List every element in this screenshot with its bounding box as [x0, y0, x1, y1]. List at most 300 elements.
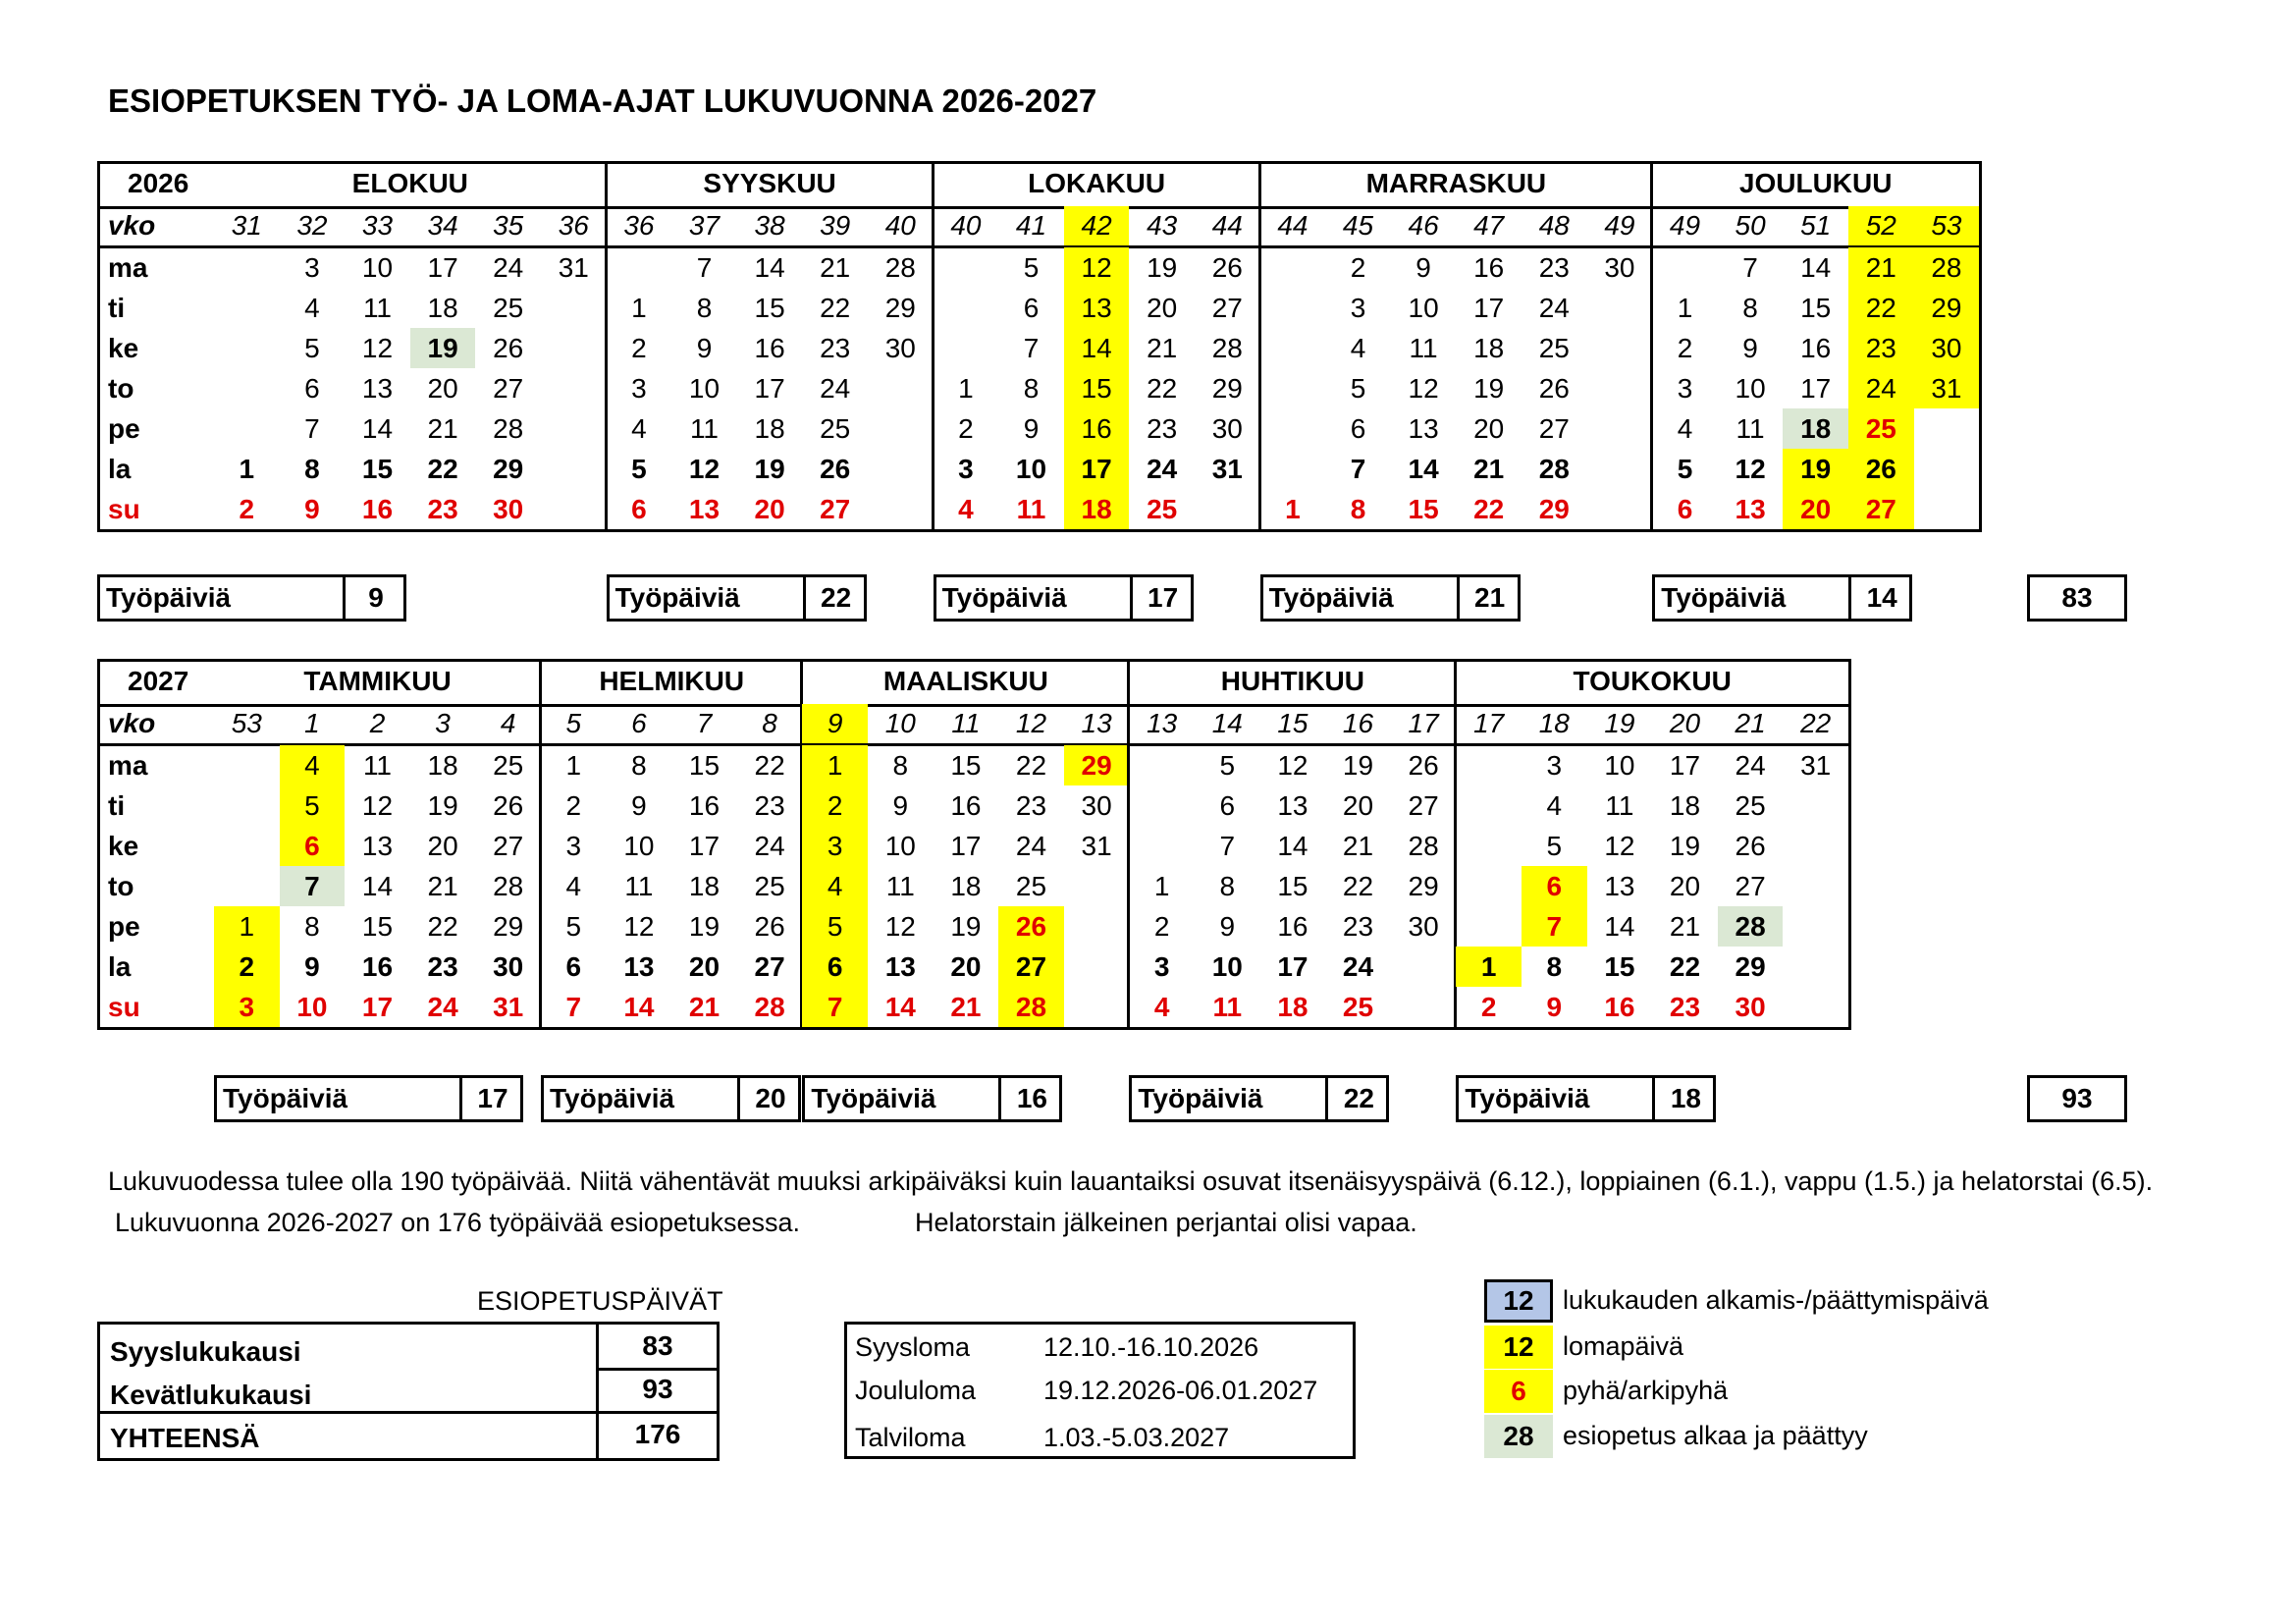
day-cell: 16 — [1604, 991, 1635, 1022]
day-cell: 6 — [304, 372, 320, 404]
day-cell: 17 — [688, 830, 721, 861]
day-cell: 25 — [493, 292, 524, 323]
tyopaivia-count: 18 — [1652, 1078, 1716, 1119]
day-cell: 15 — [361, 453, 394, 484]
legend-text: esiopetus alkaa ja päättyy — [1563, 1421, 1868, 1450]
week-number: 3 — [435, 708, 451, 738]
day-cell: 9 — [304, 493, 320, 524]
day-cell: 16 — [361, 493, 394, 524]
day-cell: 1 — [1285, 493, 1301, 524]
week-number: 2 — [369, 708, 386, 738]
day-cell: 16 — [754, 332, 785, 363]
day-cell: 30 — [884, 332, 916, 363]
table-border-bottom — [97, 529, 1982, 532]
day-cell: 28 — [1718, 906, 1784, 947]
weekday-label-la: la — [108, 950, 132, 982]
day-cell: 3 — [1153, 950, 1170, 982]
day-cell: 13 — [361, 372, 394, 404]
day-cell: 28 — [1408, 830, 1439, 861]
day-cell: 10 — [1015, 453, 1047, 484]
day-cell: 3 — [304, 251, 320, 283]
day-cell: 2 — [958, 412, 974, 444]
day-cell: 2 — [565, 789, 582, 821]
week-number: 1 — [304, 708, 320, 738]
day-cell: 4 — [631, 412, 647, 444]
holiday-name-0: Syysloma — [855, 1332, 971, 1362]
day-cell: 12 — [1735, 453, 1766, 484]
week-number: 48 — [1538, 210, 1570, 241]
day-cell: 12 — [884, 910, 916, 942]
weekday-label-ma: ma — [108, 749, 148, 781]
day-cell: 6 — [1677, 493, 1693, 524]
week-number: 44 — [1277, 210, 1308, 241]
day-cell: 19 — [688, 910, 721, 942]
day-cell: 8 — [1742, 292, 1758, 323]
day-cell: 29 — [884, 292, 916, 323]
day-cell: 14 — [1064, 328, 1130, 368]
day-cell: 13 — [361, 830, 394, 861]
tyopaivia-box — [1129, 1075, 1389, 1122]
weekday-label-la: la — [108, 453, 132, 484]
holiday-dates-0: 12.10.-16.10.2026 — [1043, 1332, 1259, 1362]
day-cell: 18 — [427, 749, 458, 781]
legend-swatch: 6 — [1484, 1370, 1553, 1413]
tyopaivia-box — [607, 574, 867, 622]
day-cell: 14 — [361, 412, 394, 444]
day-cell: 5 — [631, 453, 647, 484]
day-cell: 4 — [1153, 991, 1170, 1022]
day-cell: 24 — [1147, 453, 1178, 484]
day-cell: 27 — [820, 493, 851, 524]
day-cell: 19 — [1669, 830, 1701, 861]
weekday-label-to: to — [108, 870, 134, 901]
day-cell: 20 — [1342, 789, 1374, 821]
day-cell: 5 — [280, 785, 346, 826]
day-cell: 9 — [1219, 910, 1236, 942]
day-cell: 7 — [1023, 332, 1040, 363]
week-number: 46 — [1408, 210, 1439, 241]
tyopaivia-box — [214, 1075, 523, 1122]
total-tyopaivia — [2027, 1075, 2127, 1122]
day-cell: 25 — [754, 870, 785, 901]
week-number: 47 — [1473, 210, 1505, 241]
week-number: 17 — [1408, 708, 1439, 738]
day-cell: 15 — [1408, 493, 1439, 524]
tyopaivia-count: 17 — [459, 1078, 523, 1119]
day-cell: 18 — [688, 870, 721, 901]
day-cell: 8 — [631, 749, 647, 781]
day-cell: 29 — [493, 910, 524, 942]
day-cell: 18 — [754, 412, 785, 444]
tyopaivia-box — [1260, 574, 1521, 622]
tyopaivia-count: 9 — [343, 577, 406, 619]
day-cell: 6 — [1023, 292, 1040, 323]
tyopaivia-label: Työpäiviä — [811, 1083, 936, 1113]
day-cell: 26 — [1735, 830, 1766, 861]
day-cell: 2 — [1480, 991, 1497, 1022]
week-number: 52 — [1848, 206, 1914, 245]
week-number: 16 — [1342, 708, 1374, 738]
day-cell: 18 — [427, 292, 458, 323]
day-cell: 30 — [1408, 910, 1439, 942]
day-cell: 22 — [427, 453, 458, 484]
day-cell: 12 — [1604, 830, 1635, 861]
day-cell: 17 — [1669, 749, 1701, 781]
week-number: 40 — [884, 210, 916, 241]
day-cell: 19 — [410, 328, 476, 368]
day-cell: 23 — [1015, 789, 1047, 821]
week-number: 6 — [631, 708, 647, 738]
day-cell: 21 — [427, 412, 458, 444]
day-cell: 19 — [1147, 251, 1178, 283]
table-border-bottom — [97, 1027, 1851, 1030]
day-cell: 20 — [688, 950, 721, 982]
day-cell: 22 — [754, 749, 785, 781]
day-cell: 22 — [1015, 749, 1047, 781]
tyopaivia-box — [1456, 1075, 1716, 1122]
day-cell: 14 — [1604, 910, 1635, 942]
day-cell: 13 — [884, 950, 916, 982]
day-cell: 29 — [1914, 288, 1980, 328]
day-cell: 29 — [1408, 870, 1439, 901]
month-name: JOULUKUU — [1738, 168, 1893, 198]
day-cell: 28 — [1538, 453, 1570, 484]
week-number: 14 — [1211, 708, 1243, 738]
day-cell: 8 — [1023, 372, 1040, 404]
note-line-3: Helatorstain jälkeinen perjantai olisi vapaa. — [915, 1208, 1417, 1237]
day-cell: 18 — [1669, 789, 1701, 821]
day-cell: 1 — [958, 372, 974, 404]
week-number: 18 — [1538, 708, 1570, 738]
day-cell: 2 — [239, 493, 255, 524]
day-cell: 26 — [1848, 449, 1914, 489]
day-cell: 21 — [1473, 453, 1505, 484]
day-cell: 15 — [1277, 870, 1308, 901]
week-number: 20 — [1669, 708, 1701, 738]
day-cell: 4 — [280, 745, 346, 785]
day-cell: 10 — [688, 372, 721, 404]
day-cell: 5 — [802, 906, 868, 947]
day-cell: 2 — [1153, 910, 1170, 942]
day-cell: 16 — [361, 950, 394, 982]
summary-label-0: Syyslukukausi — [110, 1336, 301, 1367]
summary-header: ESIOPETUSPÄIVÄT — [477, 1286, 723, 1316]
holiday-dates-1: 19.12.2026-06.01.2027 — [1043, 1376, 1318, 1405]
day-cell: 30 — [493, 950, 524, 982]
tyopaivia-label: Työpäiviä — [106, 582, 232, 613]
month-name: MARRASKUU — [1365, 168, 1547, 198]
day-cell: 26 — [820, 453, 851, 484]
week-row-label: vko — [108, 210, 156, 241]
day-cell: 5 — [1350, 372, 1366, 404]
day-cell: 10 — [1735, 372, 1766, 404]
day-cell: 14 — [754, 251, 785, 283]
day-cell: 18 — [1473, 332, 1505, 363]
year-label: 2026 — [128, 168, 189, 198]
month-name: MAALISKUU — [882, 666, 1048, 696]
day-cell: 3 — [1546, 749, 1563, 781]
day-cell: 21 — [950, 991, 982, 1022]
day-cell: 16 — [1064, 408, 1130, 449]
legend-text: lomapäivä — [1563, 1331, 1684, 1361]
day-cell: 26 — [493, 789, 524, 821]
week-number: 45 — [1342, 210, 1374, 241]
day-cell: 1 — [214, 906, 280, 947]
legend-text: lukukauden alkamis-/päättymispäivä — [1563, 1285, 1989, 1315]
week-number: 13 — [1147, 708, 1178, 738]
day-cell: 29 — [1211, 372, 1243, 404]
day-cell: 5 — [1677, 453, 1693, 484]
day-cell: 9 — [1415, 251, 1431, 283]
day-cell: 23 — [754, 789, 785, 821]
tyopaivia-box — [97, 574, 406, 622]
day-cell: 10 — [1604, 749, 1635, 781]
day-cell: 30 — [1914, 328, 1980, 368]
day-cell: 23 — [1848, 328, 1914, 368]
day-cell: 1 — [631, 292, 647, 323]
day-cell: 17 — [361, 991, 394, 1022]
week-number: 53 — [1914, 206, 1980, 245]
day-cell: 27 — [1735, 870, 1766, 901]
year-label: 2027 — [128, 666, 189, 696]
day-cell: 8 — [304, 453, 320, 484]
day-cell: 14 — [623, 991, 655, 1022]
day-cell: 24 — [1735, 749, 1766, 781]
day-cell: 8 — [892, 749, 909, 781]
week-number: 5 — [565, 708, 582, 738]
day-cell: 2 — [1677, 332, 1693, 363]
holiday-dates-2: 1.03.-5.03.2027 — [1043, 1423, 1230, 1452]
day-cell: 21 — [1848, 247, 1914, 288]
day-cell: 7 — [1219, 830, 1236, 861]
month-name: SYYSKUU — [703, 168, 836, 198]
day-cell: 4 — [565, 870, 582, 901]
day-cell: 20 — [1669, 870, 1701, 901]
week-number: 42 — [1064, 206, 1130, 245]
day-cell: 8 — [1546, 950, 1563, 982]
table-border-right — [1979, 161, 1982, 532]
day-cell: 22 — [820, 292, 851, 323]
month-name: TAMMIKUU — [303, 666, 452, 696]
day-cell: 10 — [623, 830, 655, 861]
table-border-left — [97, 659, 100, 1030]
day-cell: 23 — [427, 493, 458, 524]
holiday-table — [844, 1322, 1356, 1459]
day-cell: 6 — [802, 947, 868, 987]
day-cell: 24 — [1848, 368, 1914, 408]
tyopaivia-count: 21 — [1457, 577, 1521, 619]
day-cell: 11 — [362, 749, 393, 781]
day-cell: 1 — [239, 453, 255, 484]
week-number: 17 — [1473, 708, 1505, 738]
table-border-left — [97, 161, 100, 532]
day-cell: 13 — [1408, 412, 1439, 444]
month-name: LOKAKUU — [1028, 168, 1166, 198]
day-cell: 17 — [1800, 372, 1832, 404]
day-cell: 11 — [1409, 332, 1438, 363]
day-cell: 28 — [884, 251, 916, 283]
legend-swatch: 12 — [1484, 1279, 1553, 1323]
day-cell: 21 — [1669, 910, 1701, 942]
day-cell: 15 — [688, 749, 721, 781]
week-number: 39 — [820, 210, 851, 241]
day-cell: 27 — [1211, 292, 1243, 323]
day-cell: 21 — [1147, 332, 1178, 363]
day-cell: 19 — [950, 910, 982, 942]
day-cell: 18 — [1783, 408, 1848, 449]
day-cell: 19 — [1342, 749, 1374, 781]
day-cell: 11 — [624, 870, 654, 901]
day-cell: 8 — [304, 910, 320, 942]
day-cell: 20 — [427, 372, 458, 404]
day-cell: 14 — [1408, 453, 1439, 484]
legend-swatch: 12 — [1484, 1326, 1553, 1369]
day-cell: 26 — [493, 332, 524, 363]
week-number: 53 — [231, 708, 262, 738]
week-number: 36 — [623, 210, 655, 241]
day-cell: 30 — [1735, 991, 1766, 1022]
legend-swatch: 28 — [1484, 1415, 1553, 1458]
day-cell: 23 — [1538, 251, 1570, 283]
legend-text: pyhä/arkipyhä — [1563, 1376, 1729, 1405]
day-cell: 17 — [1277, 950, 1308, 982]
summary-label-2: YHTEENSÄ — [110, 1423, 260, 1453]
day-cell: 17 — [1473, 292, 1505, 323]
day-cell: 17 — [754, 372, 785, 404]
day-cell: 13 — [688, 493, 721, 524]
day-cell: 4 — [1546, 789, 1563, 821]
day-cell: 7 — [696, 251, 713, 283]
day-cell: 19 — [427, 789, 458, 821]
day-cell: 20 — [1473, 412, 1505, 444]
day-cell: 23 — [427, 950, 458, 982]
week-number: 7 — [696, 708, 713, 738]
day-cell: 2 — [1350, 251, 1366, 283]
day-cell: 8 — [1350, 493, 1366, 524]
tyopaivia-count: 17 — [1130, 577, 1194, 619]
week-number: 36 — [558, 210, 589, 241]
day-cell: 6 — [1522, 866, 1587, 906]
total-value: 93 — [2061, 1083, 2093, 1113]
day-cell: 31 — [493, 991, 524, 1022]
day-cell: 1 — [1456, 947, 1522, 987]
total-value: 83 — [2061, 582, 2093, 613]
tyopaivia-count: 22 — [803, 577, 867, 619]
tyopaivia-label: Työpäiviä — [1661, 582, 1787, 613]
total-tyopaivia — [2027, 574, 2127, 622]
note-line-1: Lukuvuodessa tulee olla 190 työpäivää. Niitä vähentävät muuksi arkipäiväksi kuin lauantaiksi osuvat itsenäisyyspäivä (6.12.), loppiainen (6.1.), vappu (1.5.) ja helatorstai (6.5). — [108, 1166, 2154, 1196]
holiday-name-1: Joululoma — [855, 1376, 977, 1405]
day-cell: 23 — [1669, 991, 1701, 1022]
week-number: 13 — [1081, 708, 1112, 738]
day-cell: 22 — [1342, 870, 1374, 901]
week-number: 22 — [1800, 708, 1832, 738]
day-cell: 4 — [802, 866, 868, 906]
week-number: 38 — [754, 210, 785, 241]
day-cell: 21 — [1342, 830, 1374, 861]
day-cell: 21 — [688, 991, 721, 1022]
page-title: ESIOPETUKSEN TYÖ- JA LOMA-AJAT LUKUVUONNA 2026-2027 — [108, 82, 1097, 119]
day-cell: 4 — [1350, 332, 1366, 363]
day-cell: 6 — [280, 826, 346, 866]
day-cell: 12 — [1277, 749, 1308, 781]
day-cell: 17 — [1064, 449, 1130, 489]
day-cell: 15 — [754, 292, 785, 323]
day-cell: 3 — [631, 372, 647, 404]
day-cell: 7 — [1522, 906, 1587, 947]
day-cell: 18 — [1277, 991, 1308, 1022]
day-cell: 22 — [1147, 372, 1178, 404]
day-cell: 21 — [427, 870, 458, 901]
day-cell: 9 — [631, 789, 647, 821]
day-cell: 12 — [361, 789, 394, 821]
day-cell: 31 — [1914, 368, 1980, 408]
tyopaivia-count: 16 — [998, 1078, 1062, 1119]
day-cell: 13 — [1604, 870, 1635, 901]
day-cell: 26 — [754, 910, 785, 942]
month-name: HELMIKUU — [599, 666, 745, 696]
day-cell: 27 — [1408, 789, 1439, 821]
day-cell: 13 — [623, 950, 655, 982]
day-cell: 23 — [820, 332, 851, 363]
week-number: 21 — [1735, 708, 1766, 738]
tyopaivia-count: 20 — [737, 1078, 801, 1119]
weekday-label-ti: ti — [108, 292, 126, 323]
holiday-name-2: Talviloma — [855, 1423, 966, 1452]
day-cell: 9 — [304, 950, 320, 982]
tyopaivia-box — [802, 1075, 1062, 1122]
day-cell: 4 — [958, 493, 974, 524]
week-number: 51 — [1800, 210, 1832, 241]
week-number: 34 — [427, 210, 458, 241]
weekday-label-su: su — [108, 493, 140, 524]
week-number: 4 — [500, 708, 516, 738]
day-cell: 27 — [998, 947, 1064, 987]
week-number: 11 — [951, 708, 981, 738]
day-cell: 27 — [493, 372, 524, 404]
week-number: 32 — [296, 210, 328, 241]
summary-value-1: 93 — [642, 1374, 673, 1404]
week-number: 44 — [1211, 210, 1243, 241]
week-number: 12 — [1015, 708, 1047, 738]
day-cell: 22 — [1473, 493, 1505, 524]
day-cell: 5 — [1023, 251, 1040, 283]
day-cell: 26 — [1538, 372, 1570, 404]
day-cell: 1 — [1677, 292, 1693, 323]
day-cell: 20 — [754, 493, 785, 524]
day-cell: 28 — [1914, 247, 1980, 288]
summary-value-0: 83 — [642, 1330, 673, 1361]
day-cell: 14 — [361, 870, 394, 901]
month-name: ELOKUU — [351, 168, 468, 198]
day-cell: 2 — [631, 332, 647, 363]
week-number: 49 — [1669, 210, 1701, 241]
day-cell: 24 — [1015, 830, 1047, 861]
day-cell: 22 — [427, 910, 458, 942]
week-number: 9 — [802, 704, 868, 743]
day-cell: 11 — [1735, 412, 1765, 444]
day-cell: 17 — [427, 251, 458, 283]
day-cell: 8 — [696, 292, 713, 323]
day-cell: 9 — [696, 332, 713, 363]
day-cell: 7 — [304, 412, 320, 444]
table-border-right — [1848, 659, 1851, 1030]
tyopaivia-count: 22 — [1325, 1078, 1389, 1119]
day-cell: 25 — [1538, 332, 1570, 363]
month-name: TOUKOKUU — [1573, 666, 1732, 696]
day-cell: 31 — [1800, 749, 1832, 781]
note-line-2: Lukuvuonna 2026-2027 on 176 työpäivää esiopetuksessa. — [115, 1208, 801, 1237]
